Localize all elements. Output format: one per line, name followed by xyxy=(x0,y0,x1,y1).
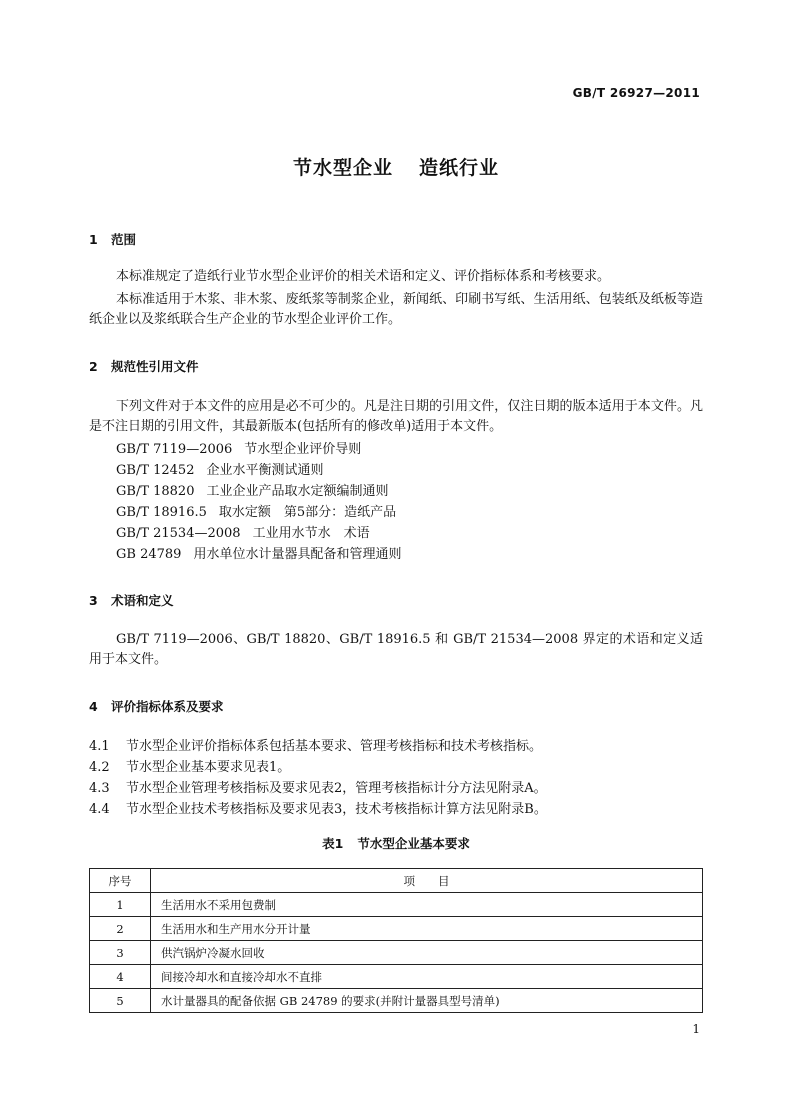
scope-paragraph-2: 本标准适用于木浆、非木浆、废纸浆等制浆企业，新闻纸、印刷书写纸、生活用纸、包装纸及纸板等造纸企业以及浆纸联合生产企业的节水型企业评价工作。 xyxy=(89,292,703,327)
reference-name: 工业用水节水 术语 xyxy=(252,526,370,541)
section-4-heading xyxy=(89,697,224,715)
reference-name: 节水型企业评价导则 xyxy=(244,442,362,457)
section-number: 1 xyxy=(89,232,98,247)
reference-item xyxy=(116,440,361,460)
clause-item xyxy=(89,737,542,757)
reference-name: 取水定额 第5部分：造纸产品 xyxy=(218,505,397,520)
reference-code: GB/T 12452 xyxy=(116,463,195,478)
row-serial: 3 xyxy=(90,941,151,965)
row-item: 水计量器具的配备依据 GB 24789 的要求(并附计量器具型号清单) xyxy=(151,989,703,1013)
table-header-row xyxy=(90,869,703,893)
header-serial: 序号 xyxy=(90,869,151,893)
table-caption-title: 节水型企业基本要求 xyxy=(357,836,470,851)
reference-code: GB 24789 xyxy=(116,547,182,562)
reference-name: 用水单位水计量器具配备和管理通则 xyxy=(193,547,402,562)
row-item: 间接冷却水和直接冷却水不直排 xyxy=(151,965,703,989)
reference-code: GB/T 18820 xyxy=(116,484,195,499)
table-row xyxy=(90,893,703,917)
clause-text: 节水型企业技术考核指标及要求见表3，技术考核指标计算方法见附录B。 xyxy=(126,802,547,817)
table-row xyxy=(90,965,703,989)
header-item: 项 目 xyxy=(151,869,703,893)
reference-code: GB/T 18916.5 xyxy=(116,505,207,520)
clause-item xyxy=(89,758,290,778)
clause-number: 4.3 xyxy=(89,781,110,796)
clause-number: 4.2 xyxy=(89,760,110,775)
clause-text: 节水型企业评价指标体系包括基本要求、管理考核指标和技术考核指标。 xyxy=(126,739,543,754)
row-item: 生活用水和生产用水分开计量 xyxy=(151,917,703,941)
page-number: 1 xyxy=(692,1022,700,1036)
basic-requirements-table xyxy=(89,868,703,1013)
clause-item xyxy=(89,800,547,820)
table-row xyxy=(90,989,703,1013)
title-part1: 节水型企业 xyxy=(292,157,393,179)
terms-paragraph: GB/T 7119—2006、GB/T 18820、GB/T 18916.5 和 GB/T 21534—2008 界定的术语和定义适用于本文件。 xyxy=(89,632,703,667)
row-item: 生活用水不采用包费制 xyxy=(151,893,703,917)
reference-item xyxy=(116,482,389,502)
reference-item xyxy=(116,545,401,565)
section-1-heading xyxy=(89,230,136,248)
section-number: 4 xyxy=(89,699,98,714)
section-3-heading xyxy=(89,591,174,609)
references-intro-paragraph: 下列文件对于本文件的应用是必不可少的。凡是注日期的引用文件，仅注日期的版本适用于本文件。凡是不注日期的引用文件，其最新版本(包括所有的修改单)适用于本文件。 xyxy=(89,399,703,434)
table-caption-number: 表1 xyxy=(322,836,344,851)
clause-number: 4.4 xyxy=(89,802,110,817)
row-serial: 2 xyxy=(90,917,151,941)
section-title: 规范性引用文件 xyxy=(111,359,199,374)
section-number: 2 xyxy=(89,359,98,374)
scope-paragraph-1: 本标准规定了造纸行业节水型企业评价的相关术语和定义、评价指标体系和考核要求。 xyxy=(116,269,611,284)
reference-name: 工业企业产品取水定额编制通则 xyxy=(206,484,389,499)
clause-item xyxy=(89,779,547,799)
row-serial: 1 xyxy=(90,893,151,917)
section-title: 范围 xyxy=(111,232,137,247)
row-serial: 4 xyxy=(90,965,151,989)
reference-code: GB/T 21534—2008 xyxy=(116,526,241,541)
table-caption xyxy=(0,834,792,852)
section-title: 术语和定义 xyxy=(111,593,174,608)
reference-code: GB/T 7119—2006 xyxy=(116,442,233,457)
table-row xyxy=(90,941,703,965)
table-row xyxy=(90,917,703,941)
clause-text: 节水型企业管理考核指标及要求见表2，管理考核指标计分方法见附录A。 xyxy=(126,781,547,796)
row-item: 供汽锅炉冷凝水回收 xyxy=(151,941,703,965)
reference-item xyxy=(116,503,396,523)
section-2-heading xyxy=(89,357,199,375)
reference-item xyxy=(116,461,324,481)
section-number: 3 xyxy=(89,593,98,608)
reference-name: 企业水平衡测试通则 xyxy=(206,463,324,478)
reference-item xyxy=(116,524,370,544)
section-title: 评价指标体系及要求 xyxy=(111,699,224,714)
clause-number: 4.1 xyxy=(89,739,110,754)
page-title xyxy=(0,153,792,180)
row-serial: 5 xyxy=(90,989,151,1013)
clause-text: 节水型企业基本要求见表1。 xyxy=(126,760,291,775)
standard-number: GB/T 26927—2011 xyxy=(572,86,700,100)
title-part2: 造纸行业 xyxy=(419,157,500,179)
